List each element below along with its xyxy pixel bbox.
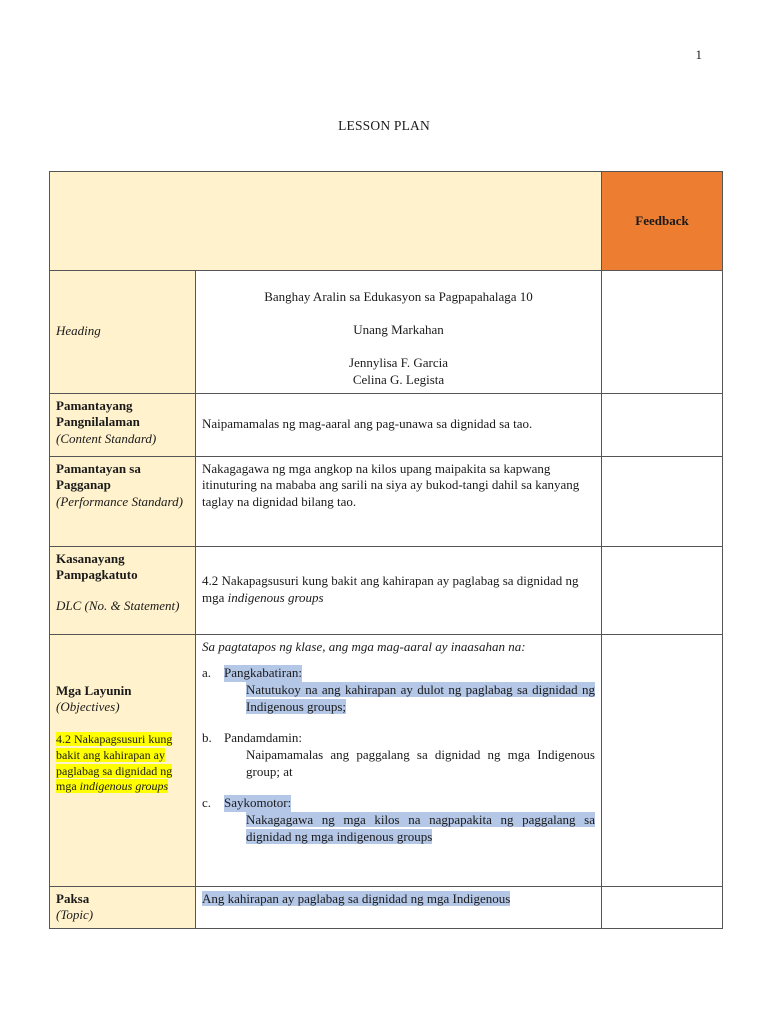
topic-sub: (Topic) xyxy=(56,907,94,923)
objective-title: Pandamdamin: xyxy=(224,730,302,746)
content-standard-text: Naipamamalas ng mag-aaral ang pag-unawa sa dignidad sa tao. xyxy=(196,393,602,456)
objective-letter: b. xyxy=(202,730,212,746)
objectives-feedback-cell xyxy=(602,634,723,886)
header-row xyxy=(50,172,723,271)
objectives-sub: (Objectives) xyxy=(56,699,120,715)
performance-standard-feedback-cell xyxy=(602,456,723,546)
feedback-header: Feedback xyxy=(602,172,723,271)
competency-text-italic: indigenous groups xyxy=(227,590,324,606)
page-number: 1 xyxy=(695,47,702,62)
topic-label: Paksa xyxy=(56,890,90,906)
content-standard-feedback-cell xyxy=(602,393,723,456)
objective-letter: c. xyxy=(202,794,212,810)
objective-item xyxy=(202,665,595,716)
objective-body: Naipamamalas ang paggalang sa dignidad ng mga Indigenous group; at xyxy=(246,747,595,779)
objectives-list xyxy=(202,665,595,845)
objective-title: Saykomotor: xyxy=(224,794,292,810)
quarter: Unang Markahan xyxy=(353,321,444,337)
content-standard-label-1: Pamantayang xyxy=(56,397,133,413)
content-standard-sub: (Content Standard) xyxy=(56,431,157,447)
objective-item xyxy=(202,730,595,781)
heading-content-cell xyxy=(196,271,602,394)
subject-title: Banghay Aralin sa Edukasyon sa Pagpapahalaga 10 xyxy=(264,289,533,304)
content-standard-label-2: Pangnilalaman xyxy=(56,414,140,430)
competency-feedback-cell xyxy=(602,546,723,634)
lesson-plan-table xyxy=(49,171,723,929)
performance-standard-label-2: Pagganap xyxy=(56,477,111,493)
performance-standard-label-1: Pamantayan sa xyxy=(56,460,141,476)
topic-row xyxy=(50,886,723,929)
document-title: LESSON PLAN xyxy=(338,118,430,133)
objectives-intro: Sa pagtatapos ng klase, ang mga mag-aaral ay inaasahan na: xyxy=(202,638,526,654)
competency-text: 4.2 Nakapagsusuri kung bakit ang kahirapan ay paglabag sa dignidad ng mga xyxy=(202,573,579,606)
performance-standard-sub: (Performance Standard) xyxy=(56,494,183,510)
topic-text-cell xyxy=(196,886,602,929)
topic-text: Ang kahirapan ay paglabag sa dignidad ng mga Indigenous xyxy=(202,890,511,906)
objectives-label-cell xyxy=(50,634,196,886)
topic-feedback-cell xyxy=(602,886,723,929)
competency-label-cell xyxy=(50,546,196,634)
objectives-content-cell xyxy=(196,634,602,886)
topic-label-cell xyxy=(50,886,196,929)
objectives-row xyxy=(50,634,723,886)
author-2: Celina G. Legista xyxy=(352,371,445,387)
objective-title: Pangkabatiran: xyxy=(224,665,302,681)
objectives-competency-note xyxy=(56,732,189,794)
objective-item xyxy=(202,795,595,846)
objectives-highlight-text: 4.2 Nakapagsusuri kung bakit ang kahirapan ay paglabag sa dignidad ng mga xyxy=(56,732,173,794)
competency-label-2: Pampagkatuto xyxy=(56,567,138,583)
performance-standard-text: Nakagagawa ng mga angkop na kilos upang maipakita sa kapwang itinuturing na mababa ang sarili na siya ay bukod-tangi dahil sa kanyang taglay na dignidad bilang tao. xyxy=(196,456,602,546)
heading-feedback-cell xyxy=(602,271,723,394)
objective-letter: a. xyxy=(202,665,212,681)
heading-label-cell xyxy=(50,271,196,394)
competency-label-1: Kasanayang xyxy=(56,550,125,566)
performance-standard-row xyxy=(50,456,723,546)
header-blank-cell xyxy=(50,172,602,271)
content-standard-label-cell xyxy=(50,393,196,456)
heading-row xyxy=(50,271,723,394)
heading-label: Heading xyxy=(56,323,101,339)
content-standard-row xyxy=(50,393,723,456)
objectives-label: Mga Layunin xyxy=(56,682,132,698)
competency-row xyxy=(50,546,723,634)
author-1: Jennylisa F. Garcia xyxy=(349,354,448,370)
performance-standard-label-cell xyxy=(50,456,196,546)
objective-body: Natutukoy na ang kahirapan ay dulot ng paglabag sa dignidad ng Indigenous groups; xyxy=(246,682,595,715)
competency-sub: DLC (No. & Statement) xyxy=(56,598,180,614)
objective-body: Nakagagawa ng mga kilos na nagpapakita ng paggalang sa dignidad ng mga indigenous groups xyxy=(246,811,595,844)
competency-text-cell xyxy=(196,546,602,634)
objectives-highlight-italic: indigenous groups xyxy=(79,779,169,794)
